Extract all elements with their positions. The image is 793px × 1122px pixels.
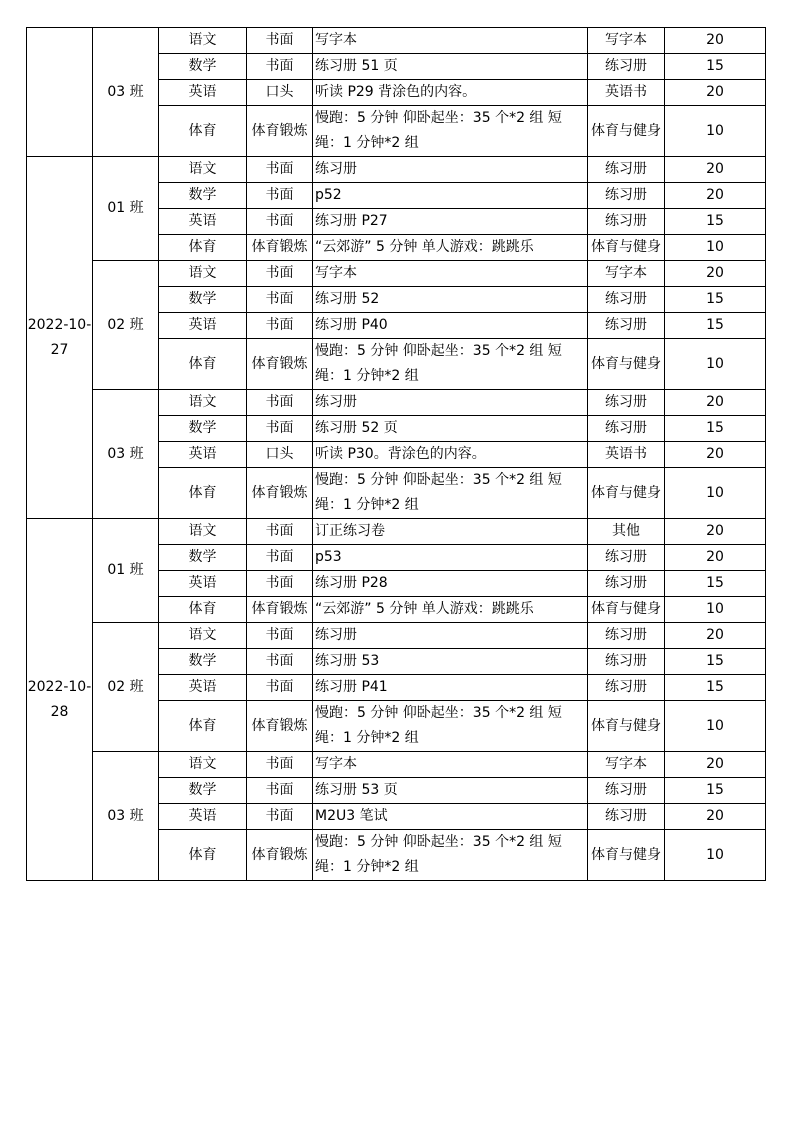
material-cell: 英语书 [588, 80, 665, 106]
material-cell: 练习册 [588, 623, 665, 649]
material-cell: 体育与健身 [588, 597, 665, 623]
date-cell: 2022-10-28 [27, 519, 93, 881]
homework-content-cell: 订正练习卷 [313, 519, 588, 545]
homework-table-body [27, 28, 766, 881]
homework-content-cell: 练习册 53 [313, 649, 588, 675]
material-cell: 练习册 [588, 209, 665, 235]
minutes-cell: 10 [665, 339, 766, 390]
minutes-cell: 10 [665, 597, 766, 623]
homework-type-cell: 书面 [247, 313, 313, 339]
class-cell: 01 班 [93, 157, 159, 261]
homework-type-cell: 书面 [247, 545, 313, 571]
subject-cell: 语文 [159, 28, 247, 54]
subject-cell: 体育 [159, 106, 247, 157]
homework-content-cell: 练习册 P41 [313, 675, 588, 701]
homework-content-cell: 练习册 P27 [313, 209, 588, 235]
material-cell: 练习册 [588, 183, 665, 209]
homework-content-cell: 练习册 51 页 [313, 54, 588, 80]
homework-content-cell: 听读 P30。背涂色的内容。 [313, 442, 588, 468]
subject-cell: 语文 [159, 752, 247, 778]
class-cell: 02 班 [93, 261, 159, 390]
material-cell: 体育与健身 [588, 468, 665, 519]
material-cell: 练习册 [588, 313, 665, 339]
material-cell: 练习册 [588, 649, 665, 675]
homework-content-cell: 练习册 [313, 623, 588, 649]
homework-type-cell: 体育锻炼 [247, 468, 313, 519]
homework-content-cell: “云郊游” 5 分钟 单人游戏：跳跳乐 [313, 597, 588, 623]
homework-content-cell: 慢跑：5 分钟 仰卧起坐：35 个*2 组 短绳：1 分钟*2 组 [313, 701, 588, 752]
homework-content-cell: p52 [313, 183, 588, 209]
subject-cell: 语文 [159, 157, 247, 183]
subject-cell: 英语 [159, 80, 247, 106]
homework-type-cell: 书面 [247, 675, 313, 701]
class-cell: 03 班 [93, 390, 159, 519]
subject-cell: 语文 [159, 390, 247, 416]
minutes-cell: 20 [665, 545, 766, 571]
homework-type-cell: 书面 [247, 804, 313, 830]
material-cell: 练习册 [588, 675, 665, 701]
homework-type-cell: 书面 [247, 778, 313, 804]
minutes-cell: 20 [665, 157, 766, 183]
minutes-cell: 20 [665, 804, 766, 830]
material-cell: 练习册 [588, 545, 665, 571]
homework-content-cell: 慢跑：5 分钟 仰卧起坐：35 个*2 组 短绳：1 分钟*2 组 [313, 339, 588, 390]
subject-cell: 体育 [159, 830, 247, 881]
table-row [27, 390, 766, 416]
homework-type-cell: 书面 [247, 752, 313, 778]
table-row [27, 261, 766, 287]
table-row [27, 28, 766, 54]
minutes-cell: 15 [665, 313, 766, 339]
homework-type-cell: 书面 [247, 183, 313, 209]
material-cell: 练习册 [588, 416, 665, 442]
minutes-cell: 20 [665, 442, 766, 468]
material-cell: 练习册 [588, 571, 665, 597]
homework-content-cell: 练习册 [313, 390, 588, 416]
minutes-cell: 15 [665, 675, 766, 701]
material-cell: 体育与健身 [588, 235, 665, 261]
homework-type-cell: 体育锻炼 [247, 235, 313, 261]
homework-type-cell: 体育锻炼 [247, 701, 313, 752]
class-cell: 01 班 [93, 519, 159, 623]
minutes-cell: 10 [665, 830, 766, 881]
homework-type-cell: 书面 [247, 571, 313, 597]
homework-type-cell: 书面 [247, 261, 313, 287]
minutes-cell: 20 [665, 390, 766, 416]
homework-content-cell: 慢跑：5 分钟 仰卧起坐：35 个*2 组 短绳：1 分钟*2 组 [313, 106, 588, 157]
class-cell: 03 班 [93, 752, 159, 881]
homework-content-cell: p53 [313, 545, 588, 571]
subject-cell: 英语 [159, 313, 247, 339]
homework-type-cell: 体育锻炼 [247, 339, 313, 390]
material-cell: 体育与健身 [588, 830, 665, 881]
homework-type-cell: 书面 [247, 649, 313, 675]
subject-cell: 数学 [159, 183, 247, 209]
homework-type-cell: 书面 [247, 157, 313, 183]
homework-content-cell: “云郊游” 5 分钟 单人游戏：跳跳乐 [313, 235, 588, 261]
homework-type-cell: 书面 [247, 287, 313, 313]
subject-cell: 英语 [159, 675, 247, 701]
homework-type-cell: 书面 [247, 390, 313, 416]
subject-cell: 数学 [159, 649, 247, 675]
homework-type-cell: 书面 [247, 519, 313, 545]
class-cell: 02 班 [93, 623, 159, 752]
minutes-cell: 15 [665, 209, 766, 235]
homework-type-cell: 体育锻炼 [247, 830, 313, 881]
material-cell: 写字本 [588, 261, 665, 287]
table-row [27, 519, 766, 545]
minutes-cell: 10 [665, 235, 766, 261]
subject-cell: 数学 [159, 416, 247, 442]
homework-content-cell: 慢跑：5 分钟 仰卧起坐：35 个*2 组 短绳：1 分钟*2 组 [313, 468, 588, 519]
homework-table [26, 27, 766, 881]
date-cell [27, 28, 93, 157]
minutes-cell: 15 [665, 778, 766, 804]
material-cell: 写字本 [588, 752, 665, 778]
subject-cell: 体育 [159, 701, 247, 752]
homework-type-cell: 体育锻炼 [247, 597, 313, 623]
homework-type-cell: 书面 [247, 416, 313, 442]
homework-type-cell: 体育锻炼 [247, 106, 313, 157]
subject-cell: 数学 [159, 545, 247, 571]
homework-content-cell: 写字本 [313, 28, 588, 54]
subject-cell: 数学 [159, 778, 247, 804]
material-cell: 写字本 [588, 28, 665, 54]
minutes-cell: 15 [665, 649, 766, 675]
material-cell: 练习册 [588, 54, 665, 80]
table-row [27, 157, 766, 183]
minutes-cell: 10 [665, 701, 766, 752]
minutes-cell: 20 [665, 28, 766, 54]
homework-content-cell: 练习册 P40 [313, 313, 588, 339]
material-cell: 练习册 [588, 287, 665, 313]
subject-cell: 体育 [159, 597, 247, 623]
table-row [27, 752, 766, 778]
material-cell: 体育与健身 [588, 106, 665, 157]
homework-type-cell: 书面 [247, 623, 313, 649]
homework-type-cell: 口头 [247, 442, 313, 468]
material-cell: 练习册 [588, 778, 665, 804]
minutes-cell: 15 [665, 416, 766, 442]
subject-cell: 体育 [159, 339, 247, 390]
material-cell: 练习册 [588, 804, 665, 830]
homework-content-cell: 慢跑：5 分钟 仰卧起坐：35 个*2 组 短绳：1 分钟*2 组 [313, 830, 588, 881]
minutes-cell: 10 [665, 468, 766, 519]
homework-content-cell: 练习册 52 页 [313, 416, 588, 442]
subject-cell: 英语 [159, 571, 247, 597]
material-cell: 练习册 [588, 157, 665, 183]
subject-cell: 语文 [159, 519, 247, 545]
homework-content-cell: 练习册 P28 [313, 571, 588, 597]
table-row [27, 623, 766, 649]
homework-content-cell: M2U3 笔试 [313, 804, 588, 830]
subject-cell: 体育 [159, 235, 247, 261]
homework-type-cell: 书面 [247, 209, 313, 235]
subject-cell: 数学 [159, 54, 247, 80]
minutes-cell: 20 [665, 183, 766, 209]
minutes-cell: 20 [665, 519, 766, 545]
class-cell: 03 班 [93, 28, 159, 157]
material-cell: 练习册 [588, 390, 665, 416]
material-cell: 其他 [588, 519, 665, 545]
minutes-cell: 10 [665, 106, 766, 157]
minutes-cell: 20 [665, 752, 766, 778]
subject-cell: 语文 [159, 623, 247, 649]
minutes-cell: 15 [665, 287, 766, 313]
minutes-cell: 20 [665, 80, 766, 106]
material-cell: 英语书 [588, 442, 665, 468]
homework-content-cell: 练习册 52 [313, 287, 588, 313]
homework-type-cell: 口头 [247, 80, 313, 106]
subject-cell: 语文 [159, 261, 247, 287]
subject-cell: 体育 [159, 468, 247, 519]
homework-content-cell: 练习册 [313, 157, 588, 183]
subject-cell: 英语 [159, 804, 247, 830]
material-cell: 体育与健身 [588, 339, 665, 390]
date-cell: 2022-10-27 [27, 157, 93, 519]
minutes-cell: 15 [665, 571, 766, 597]
material-cell: 体育与健身 [588, 701, 665, 752]
homework-content-cell: 写字本 [313, 752, 588, 778]
homework-content-cell: 写字本 [313, 261, 588, 287]
homework-type-cell: 书面 [247, 54, 313, 80]
homework-content-cell: 练习册 53 页 [313, 778, 588, 804]
subject-cell: 数学 [159, 287, 247, 313]
minutes-cell: 20 [665, 623, 766, 649]
subject-cell: 英语 [159, 209, 247, 235]
homework-content-cell: 听读 P29 背涂色的内容。 [313, 80, 588, 106]
subject-cell: 英语 [159, 442, 247, 468]
minutes-cell: 20 [665, 261, 766, 287]
homework-type-cell: 书面 [247, 28, 313, 54]
minutes-cell: 15 [665, 54, 766, 80]
